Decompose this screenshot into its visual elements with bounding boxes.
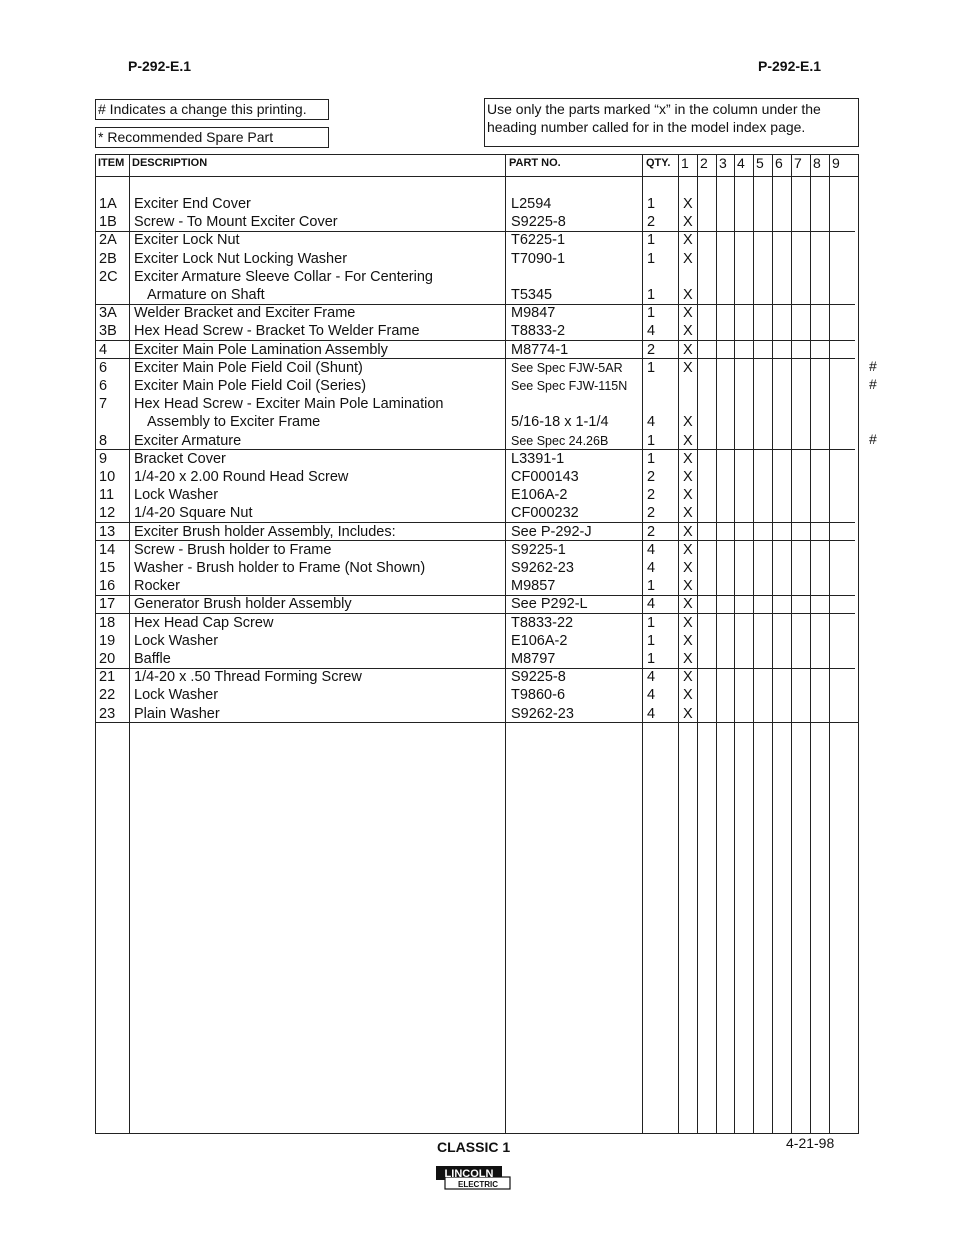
- model-1-mark: X: [683, 432, 693, 449]
- description-cell: Screw - To Mount Exciter Cover: [134, 214, 338, 231]
- model-1-mark: X: [683, 250, 693, 267]
- logo-line1: LINCOLN: [444, 1168, 494, 1180]
- table-row: [96, 322, 858, 340]
- qty-cell: 4: [647, 596, 656, 613]
- description-cell: Lock Washer: [134, 632, 219, 649]
- item-cell: 21: [99, 669, 116, 686]
- change-indicator: #: [869, 430, 877, 447]
- table-row: [96, 468, 858, 486]
- item-cell: 19: [99, 632, 116, 649]
- part-number-cell: M8774-1: [511, 341, 569, 358]
- description-cell: Lock Washer: [134, 687, 219, 704]
- model-1-mark: X: [683, 305, 693, 322]
- model-1-mark: X: [683, 196, 693, 212]
- qty-cell: 1: [647, 305, 656, 322]
- table-row: [96, 705, 858, 723]
- model-1-mark: X: [683, 614, 693, 631]
- col-item-header: ITEM: [98, 157, 125, 169]
- item-cell: 1B: [99, 214, 117, 231]
- model-1-mark: X: [683, 469, 693, 485]
- qty-cell: 4: [647, 414, 656, 431]
- item-cell: 1A: [99, 196, 117, 212]
- part-number-cell: See Spec FJW-5AR: [511, 360, 623, 375]
- table-row: [96, 213, 858, 231]
- item-cell: 10: [99, 469, 116, 485]
- item-cell: 14: [99, 541, 116, 558]
- part-number-cell: M9847: [511, 305, 556, 322]
- table-row: [96, 686, 858, 704]
- part-number-cell: CF000232: [511, 505, 579, 522]
- description-cell: Exciter Brush holder Assembly, Includes:: [134, 523, 396, 540]
- part-number-cell: E106A-2: [511, 632, 568, 649]
- table-row: [96, 577, 858, 595]
- model-1-mark: X: [683, 541, 693, 558]
- model-1-mark: X: [683, 651, 693, 667]
- description-cell: Lock Washer: [134, 487, 219, 504]
- part-number-cell: S9225-8: [511, 669, 566, 686]
- qty-cell: 4: [647, 687, 656, 704]
- qty-cell: 2: [647, 214, 656, 231]
- change-legend: # Indicates a change this printing.: [95, 99, 329, 120]
- model-1-mark: X: [683, 632, 693, 649]
- col-model-9-header: 9: [832, 155, 840, 171]
- description-cell: 1/4-20 x .50 Thread Forming Screw: [134, 669, 362, 686]
- model-1-mark: X: [683, 705, 693, 722]
- part-number-cell: S9262-23: [511, 560, 574, 576]
- description-cell: Baffle: [134, 651, 171, 667]
- page-code-right: P-292-E.1: [758, 58, 822, 74]
- table-row: [96, 377, 858, 395]
- item-cell: 2A: [99, 232, 117, 249]
- item-cell: 12: [99, 505, 116, 522]
- qty-cell: 4: [647, 669, 656, 686]
- part-number-cell: See P-292-J: [511, 523, 592, 540]
- part-number-cell: T8833-22: [511, 614, 574, 631]
- table-row: [96, 250, 858, 268]
- model-1-mark: X: [683, 669, 693, 686]
- table-row: [96, 450, 858, 468]
- description-cell: Hex Head Screw - Exciter Main Pole Lamination: [134, 396, 444, 413]
- col-qty-header: QTY.: [646, 157, 671, 169]
- model-1-mark: X: [683, 560, 693, 576]
- description-cell: Rocker: [134, 578, 180, 595]
- col-model-3-header: 3: [719, 155, 727, 171]
- model-1-mark: X: [683, 596, 693, 613]
- col-model-8-header: 8: [813, 155, 821, 171]
- part-number-cell: CF000143: [511, 469, 579, 485]
- parts-table: [95, 154, 859, 1134]
- col-model-5-header: 5: [756, 155, 764, 171]
- item-cell: 3B: [99, 323, 117, 340]
- qty-cell: 1: [647, 196, 656, 212]
- description-cell: Exciter Lock Nut Locking Washer: [134, 250, 348, 267]
- model-1-mark: X: [683, 523, 693, 540]
- table-row: [96, 541, 858, 559]
- item-cell: 16: [99, 578, 116, 595]
- page-code-left: P-292-E.1: [128, 58, 192, 74]
- description-cell: Exciter Armature: [134, 432, 242, 449]
- item-cell: 11: [99, 487, 115, 504]
- part-number-cell: See P292-L: [511, 596, 588, 613]
- description-cell: Hex Head Screw - Bracket To Welder Frame: [134, 323, 420, 340]
- qty-cell: 2: [647, 523, 656, 540]
- item-cell: 23: [99, 705, 116, 722]
- item-cell: 17: [99, 596, 116, 613]
- col-model-2-header: 2: [700, 155, 708, 171]
- table-row: [96, 268, 858, 286]
- description-cell: Bracket Cover: [134, 450, 226, 467]
- qty-cell: 1: [647, 250, 656, 267]
- col-description-header: DESCRIPTION: [132, 157, 208, 169]
- model-1-mark: X: [683, 287, 693, 303]
- qty-cell: 1: [647, 632, 656, 649]
- item-cell: 20: [99, 651, 116, 667]
- change-indicator: #: [869, 376, 877, 392]
- table-row: [96, 195, 858, 213]
- part-number-cell: L2594: [511, 196, 552, 212]
- table-row: [96, 413, 858, 431]
- qty-cell: 4: [647, 541, 656, 558]
- description-cell: Assembly to Exciter Frame: [147, 414, 321, 431]
- table-row: [96, 395, 858, 413]
- item-cell: 4: [99, 341, 108, 358]
- qty-cell: 1: [647, 614, 656, 631]
- part-number-cell: T7090-1: [511, 250, 566, 267]
- table-row: [96, 359, 858, 377]
- model-1-mark: X: [683, 341, 693, 358]
- qty-cell: 1: [647, 287, 656, 303]
- col-model-6-header: 6: [775, 155, 783, 171]
- part-number-cell: L3391-1: [511, 450, 565, 467]
- part-number-cell: See Spec FJW-115N: [511, 379, 628, 393]
- table-row: [96, 559, 858, 577]
- table-row: [96, 432, 858, 450]
- qty-cell: 4: [647, 560, 656, 576]
- item-cell: 8: [99, 432, 108, 449]
- description-cell: Hex Head Cap Screw: [134, 614, 274, 631]
- table-row: [96, 504, 858, 522]
- part-number-cell: S9262-23: [511, 705, 574, 722]
- item-cell: 6: [99, 359, 108, 376]
- part-number-cell: S9225-8: [511, 214, 566, 231]
- description-cell: Screw - Brush holder to Frame: [134, 541, 332, 558]
- col-model-1-header: 1: [681, 155, 689, 171]
- model-1-mark: X: [683, 414, 693, 431]
- part-number-cell: E106A-2: [511, 487, 568, 504]
- model-1-mark: X: [683, 214, 693, 231]
- table-row: [96, 650, 858, 668]
- table-row: [96, 595, 858, 613]
- qty-cell: 2: [647, 505, 656, 522]
- part-number-cell: T9860-6: [511, 687, 566, 704]
- part-number-cell: S9225-1: [511, 541, 566, 558]
- qty-cell: 2: [647, 487, 656, 504]
- table-row: [96, 231, 858, 249]
- logo-line2: ELECTRIC: [458, 1180, 498, 1189]
- table-row: [96, 668, 858, 686]
- model-1-mark: X: [683, 323, 693, 340]
- model-1-mark: X: [683, 505, 693, 522]
- item-cell: 15: [99, 560, 116, 576]
- spare-legend: * Recommended Spare Part: [95, 127, 329, 148]
- qty-cell: 1: [647, 359, 656, 376]
- description-cell: Washer - Brush holder to Frame (Not Shown): [134, 560, 426, 576]
- item-cell: 13: [99, 523, 116, 540]
- col-model-4-header: 4: [737, 155, 745, 171]
- qty-cell: 1: [647, 232, 656, 249]
- table-row: [96, 486, 858, 504]
- item-cell: 22: [99, 687, 116, 704]
- part-number-cell: M8797: [511, 651, 556, 667]
- qty-cell: 1: [647, 432, 656, 449]
- qty-cell: 4: [647, 323, 656, 340]
- qty-cell: 1: [647, 578, 656, 595]
- description-cell: 1/4-20 Square Nut: [134, 505, 253, 522]
- part-number-cell: M9857: [511, 578, 556, 595]
- table-row: [96, 304, 858, 322]
- description-cell: Armature on Shaft: [147, 287, 265, 303]
- revision-date: 4-21-98: [786, 1135, 835, 1151]
- description-cell: 1/4-20 x 2.00 Round Head Screw: [134, 469, 349, 485]
- description-cell: Exciter Armature Sleeve Collar - For Centering: [134, 268, 433, 285]
- qty-cell: 2: [647, 341, 656, 358]
- change-indicator: #: [869, 357, 877, 374]
- item-cell: 9: [99, 450, 108, 467]
- table-row: [96, 286, 858, 304]
- item-cell: 2B: [99, 250, 117, 267]
- part-number-cell: T6225-1: [511, 232, 566, 249]
- qty-cell: 2: [647, 469, 656, 485]
- table-row: [96, 632, 858, 650]
- item-cell: 6: [99, 378, 108, 394]
- description-cell: Welder Bracket and Exciter Frame: [134, 305, 356, 322]
- model-1-mark: X: [683, 487, 693, 504]
- description-cell: Exciter Lock Nut: [134, 232, 240, 249]
- qty-cell: 1: [647, 450, 656, 467]
- table-row: [96, 614, 858, 632]
- col-part-header: PART NO.: [509, 157, 561, 169]
- model-name: CLASSIC 1: [437, 1139, 511, 1155]
- description-cell: Exciter Main Pole Lamination Assembly: [134, 341, 388, 358]
- table-row: [96, 523, 858, 541]
- model-1-mark: X: [683, 450, 693, 467]
- qty-cell: 4: [647, 705, 656, 722]
- part-number-cell: 5/16-18 x 1-1/4: [511, 414, 609, 431]
- description-cell: Generator Brush holder Assembly: [134, 596, 352, 613]
- item-cell: 2C: [99, 268, 118, 285]
- model-1-mark: X: [683, 687, 693, 704]
- description-cell: Plain Washer: [134, 705, 220, 722]
- description-cell: Exciter Main Pole Field Coil (Series): [134, 378, 367, 394]
- item-cell: 3A: [99, 305, 117, 322]
- col-model-7-header: 7: [794, 155, 802, 171]
- model-1-mark: X: [683, 578, 693, 595]
- model-1-mark: X: [683, 232, 693, 249]
- description-cell: Exciter End Cover: [134, 196, 251, 212]
- instructions-box: Use only the parts marked “x” in the column under the heading number called for in the model index page.: [484, 98, 859, 147]
- part-number-cell: T8833-2: [511, 323, 566, 340]
- description-cell: Exciter Main Pole Field Coil (Shunt): [134, 359, 363, 376]
- item-cell: 18: [99, 614, 116, 631]
- model-1-mark: X: [683, 359, 693, 376]
- item-cell: 7: [99, 396, 108, 413]
- qty-cell: 1: [647, 651, 656, 667]
- part-number-cell: See Spec 24.26B: [511, 433, 609, 448]
- part-number-cell: T5345: [511, 287, 553, 303]
- lincoln-electric-logo: [435, 1165, 511, 1191]
- table-row: [96, 341, 858, 359]
